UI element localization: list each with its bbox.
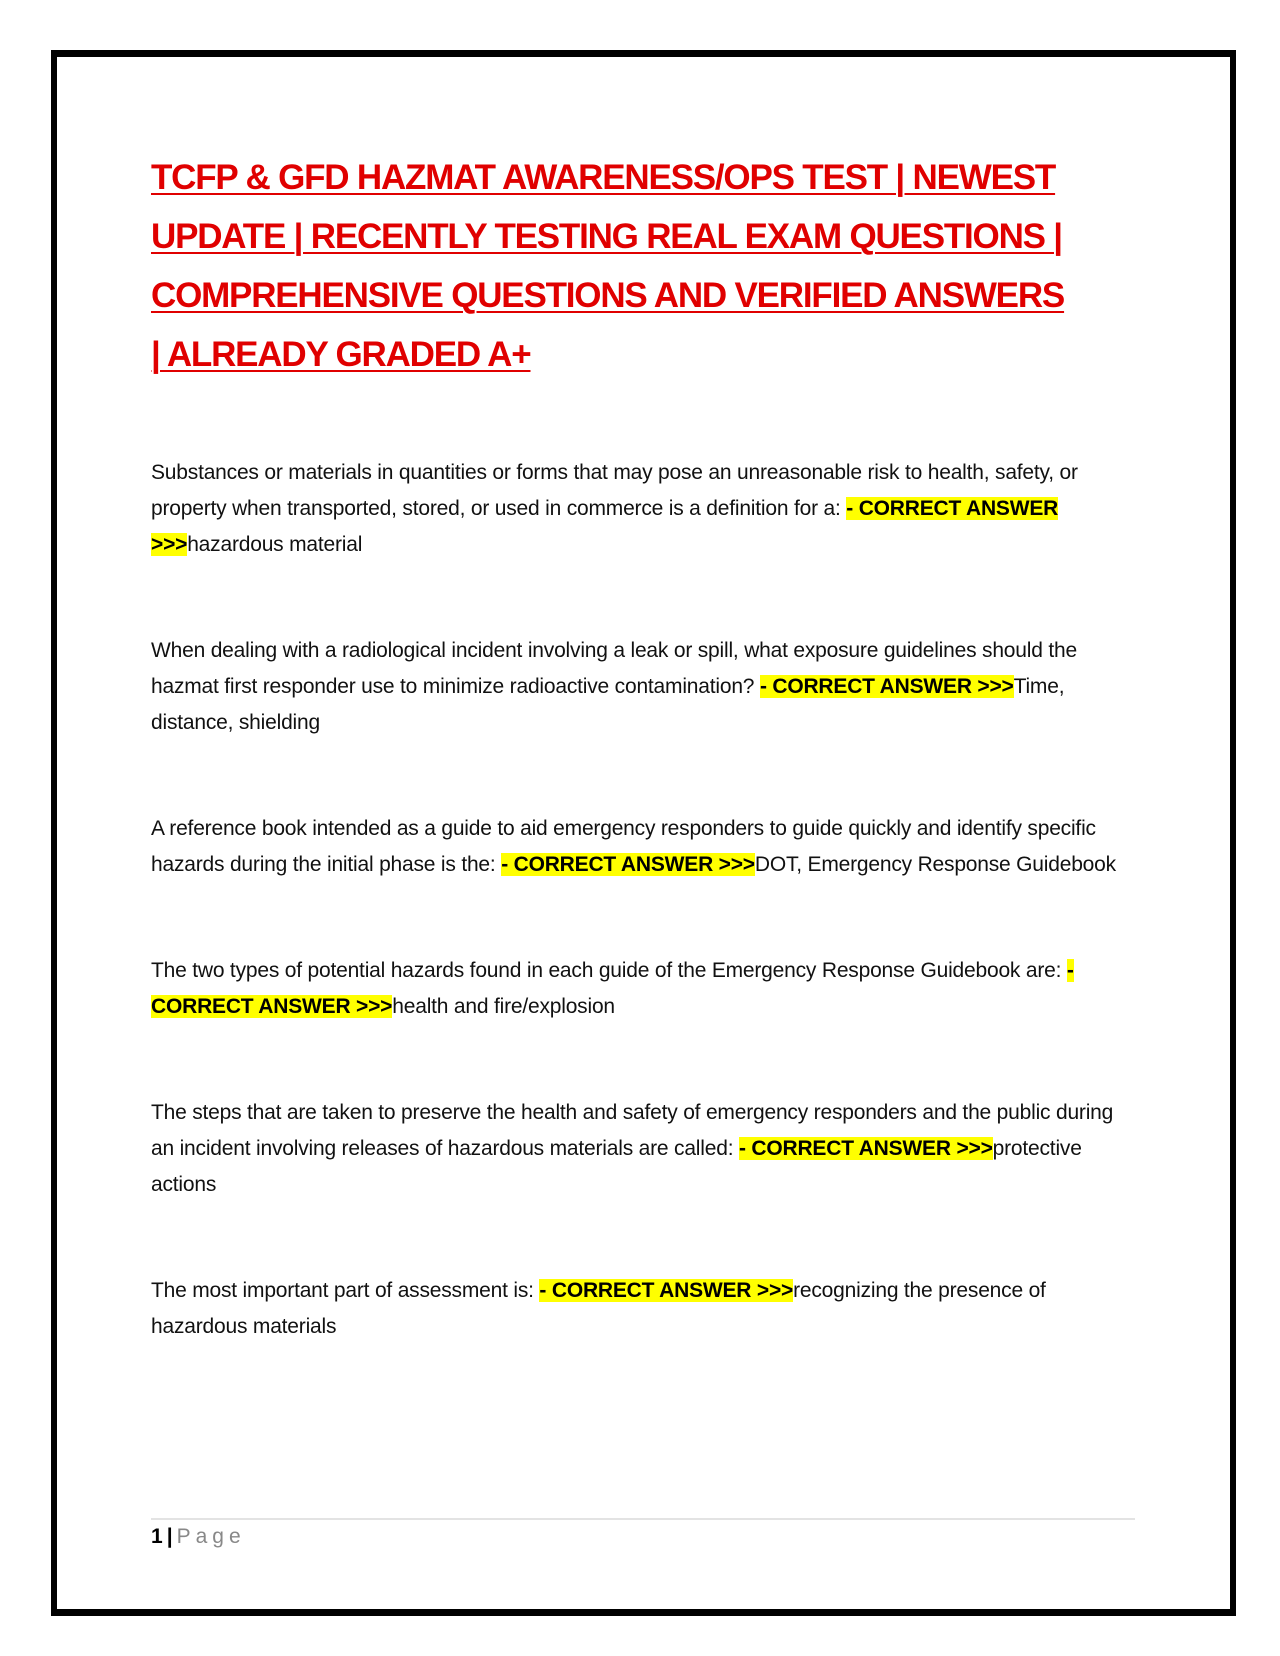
page-number: 1: [151, 1525, 163, 1548]
qa-list: [151, 455, 1141, 1415]
page-label: Page: [176, 1525, 246, 1548]
question: The most important part of assessment is:: [151, 1279, 540, 1302]
qa-item: [151, 811, 1141, 883]
question: A reference book intended as a guide to aid emergency responders to guide quickly and identify specific hazards during the initial phase is the:: [151, 817, 1096, 876]
answer-label: - CORRECT ANSWER >>>: [151, 959, 1074, 1018]
title-line: UPDATE | RECENTLY TESTING REAL EXAM QUESTIONS |: [151, 217, 1062, 256]
footer-divider: [151, 1518, 1135, 1520]
answer: hazardous material: [187, 533, 363, 556]
answer-label: - CORRECT ANSWER >>>: [501, 853, 755, 876]
qa-item: [151, 633, 1141, 741]
title-line: | ALREADY GRADED A+: [151, 335, 531, 374]
title-line: COMPREHENSIVE QUESTIONS AND VERIFIED ANSWERS: [151, 276, 1065, 315]
question: When dealing with a radiological incident involving a leak or spill, what exposure guidelines should the hazmat first responder use to minimize radioactive contamination?: [151, 639, 1077, 698]
answer: health and fire/explosion: [392, 995, 615, 1018]
answer: recognizing the presence of hazardous materials: [151, 1279, 1046, 1338]
page-footer: [151, 1525, 246, 1549]
qa-item: [151, 455, 1141, 563]
qa-item: [151, 1095, 1141, 1203]
answer-label: - CORRECT ANSWER >>>: [759, 675, 1014, 698]
footer-separator: |: [166, 1525, 173, 1548]
answer-label: - CORRECT ANSWER >>>: [539, 1279, 794, 1302]
question: Substances or materials in quantities or forms that may pose an unreasonable risk to health, safety, or property when transported, stored, or used in commerce is a definition for a:: [151, 461, 1078, 520]
answer-label: - CORRECT ANSWER >>>: [738, 1137, 993, 1160]
answer: protective actions: [151, 1137, 1082, 1196]
question: The two types of potential hazards found in each guide of the Emergency Response Guidebook are:: [151, 959, 1067, 982]
answer: Time, distance, shielding: [151, 675, 1065, 734]
qa-item: [151, 1273, 1141, 1345]
answer: DOT, Emergency Response Guidebook: [754, 853, 1116, 876]
title-line: TCFP & GFD HAZMAT AWARENESS/OPS TEST | NEWEST: [151, 158, 1056, 197]
question: The steps that are taken to preserve the health and safety of emergency responders and the public during an incident involving releases of hazardous materials are called:: [151, 1101, 1114, 1160]
answer-label: - CORRECT ANSWER >>>: [151, 497, 1059, 556]
document-title: [151, 148, 1151, 384]
qa-item: [151, 953, 1141, 1025]
